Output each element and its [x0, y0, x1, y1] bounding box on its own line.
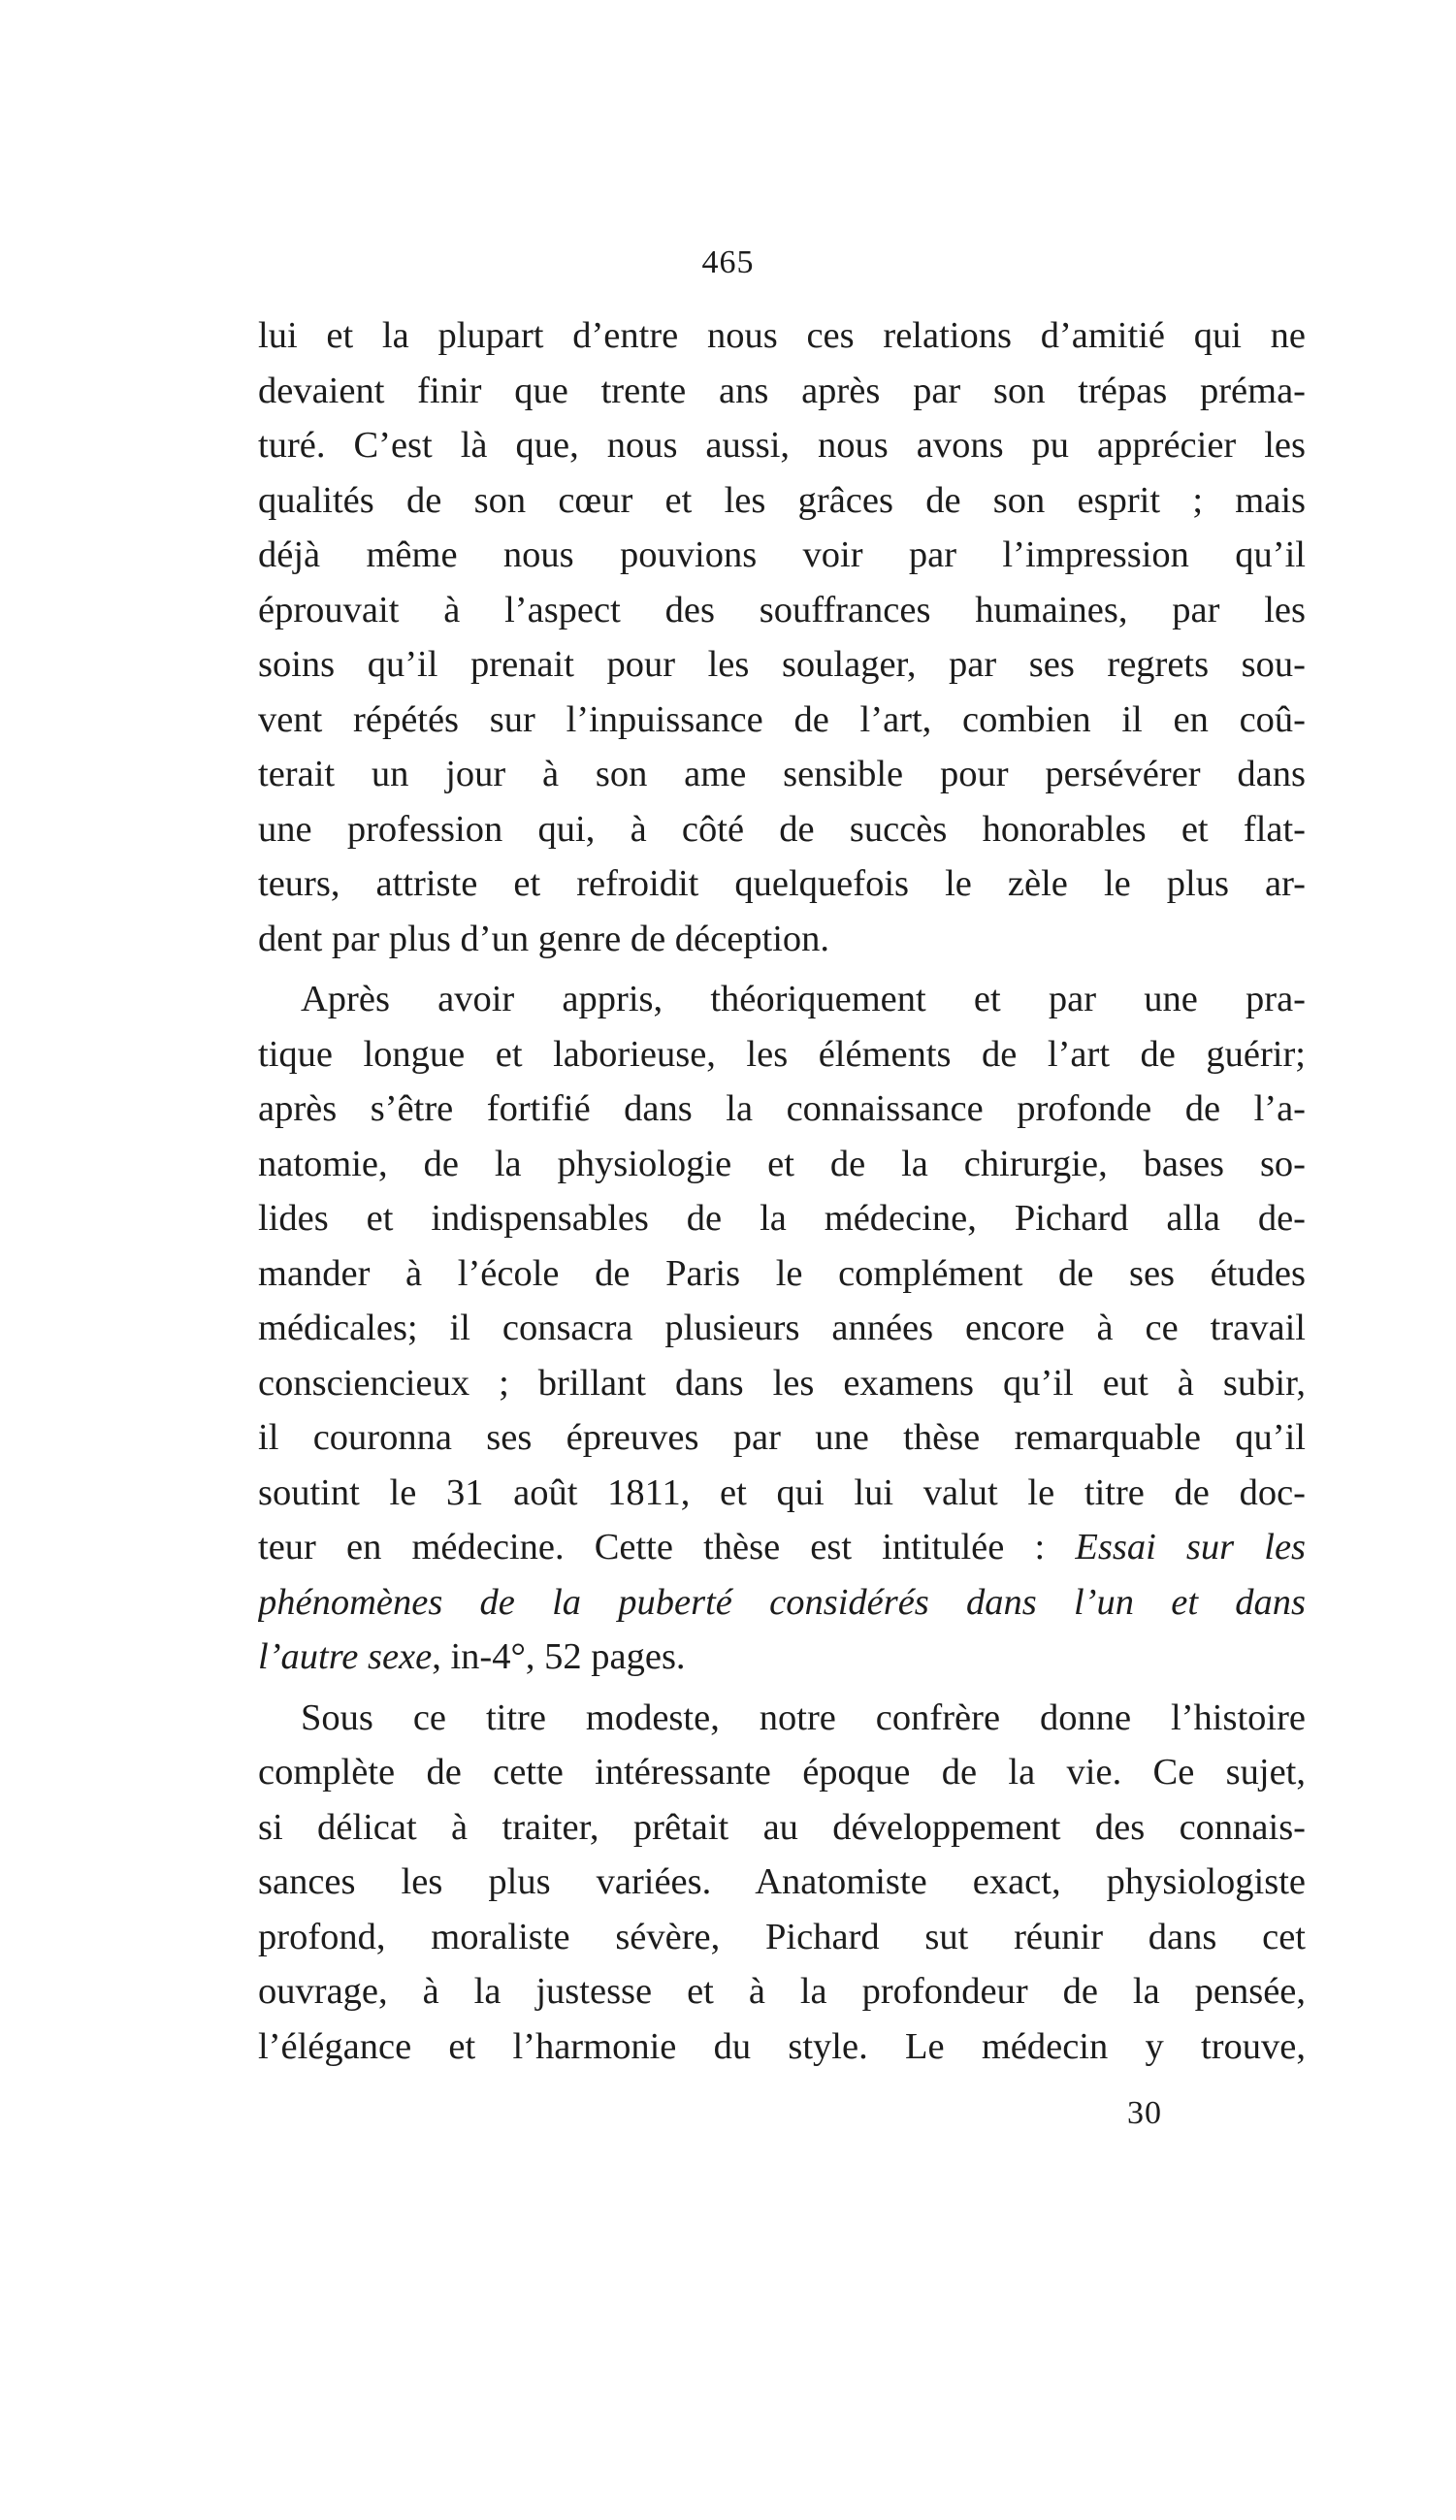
- text-line: devaient finir que trente ans après par son trépas préma-: [258, 370, 1306, 411]
- text-line: éprouvait à l’aspect des souffrances humaines, par les: [258, 589, 1306, 630]
- text-line: [258, 1520, 1306, 1575]
- text-segment: , in-4°, 52 pages.: [432, 1636, 686, 1677]
- thesis-title-part: Essai sur les: [1075, 1527, 1306, 1567]
- text-line: profond, moraliste sévère, Pichard sut réunir dans cet: [258, 1916, 1306, 1957]
- text-line: tique longue et laborieuse, les éléments de l’art de guérir;: [258, 1033, 1306, 1075]
- text-segment: teur en médecine. Cette thèse est intitulée :: [258, 1527, 1046, 1567]
- text-line: ouvrage, à la justesse et à la profondeur de la pensée,: [258, 1971, 1306, 2012]
- text-line: dent par plus d’un genre de déception.: [258, 918, 830, 959]
- thesis-title-line: phénomènes de la puberté considérés dans l’un et dans: [258, 1581, 1306, 1623]
- text-line: l’élégance et l’harmonie du style. Le médecin y trouve,: [258, 2025, 1306, 2067]
- text-line: après s’être fortifié dans la connaissance profonde de l’a-: [258, 1088, 1306, 1129]
- text-line: si délicat à traiter, prêtait au développement des connais-: [258, 1806, 1306, 1848]
- text-line: turé. C’est là que, nous aussi, nous avons pu apprécier les: [258, 425, 1306, 466]
- paragraph-1: [258, 308, 1306, 966]
- text-line: déjà même nous pouvions voir par l’impression qu’il: [258, 534, 1306, 575]
- text-line: médicales; il consacra plusieurs années encore à ce travail: [258, 1308, 1306, 1348]
- text-line: terait un jour à son ame sensible pour persévérer dans: [258, 754, 1306, 794]
- text-line: mander à l’école de Paris le complément de ses études: [258, 1252, 1306, 1294]
- text-line: lui et la plupart d’entre nous ces relations d’amitié qui ne: [258, 315, 1306, 356]
- text-line: une profession qui, à côté de succès honorables et flat-: [258, 808, 1306, 850]
- paragraph-3: [258, 1691, 1306, 2075]
- thesis-title-part: l’autre sexe: [258, 1636, 433, 1677]
- text-line: [258, 1630, 1306, 1685]
- text-line: soutint le 31 août 1811, et qui lui valut le titre de doc-: [258, 1471, 1306, 1513]
- text-line: sances les plus variées. Anatomiste exact, physiologiste: [258, 1861, 1306, 1902]
- text-line: lides et indispensables de la médecine, Pichard alla de-: [258, 1198, 1306, 1239]
- paragraph-2: [258, 972, 1306, 1685]
- text-line: natomie, de la physiologie et de la chirurgie, bases so-: [258, 1143, 1306, 1184]
- text-line: consciencieux ; brillant dans les examens qu’il eut à subir,: [258, 1362, 1306, 1404]
- text-line: soins qu’il prenait pour les soulager, par ses regrets sou-: [258, 644, 1306, 685]
- text-line: Après avoir appris, théoriquement et par une pra-: [301, 979, 1306, 1019]
- text-line: il couronna ses épreuves par une thèse remarquable qu’il: [258, 1417, 1306, 1458]
- page-number: 465: [701, 244, 755, 280]
- text-line: vent répétés sur l’inpuissance de l’art, combien il en coû-: [258, 698, 1306, 740]
- signature-mark: 30: [1127, 2095, 1162, 2131]
- text-line: complète de cette intéressante époque de la vie. Ce sujet,: [258, 1752, 1306, 1793]
- body-text: [258, 308, 1306, 2074]
- text-line: teurs, attriste et refroidit quelquefois le zèle le plus ar-: [258, 863, 1306, 904]
- text-line: qualités de son cœur et les grâces de son esprit ; mais: [258, 479, 1306, 521]
- text-line: Sous ce titre modeste, notre confrère donne l’histoire: [301, 1696, 1306, 1738]
